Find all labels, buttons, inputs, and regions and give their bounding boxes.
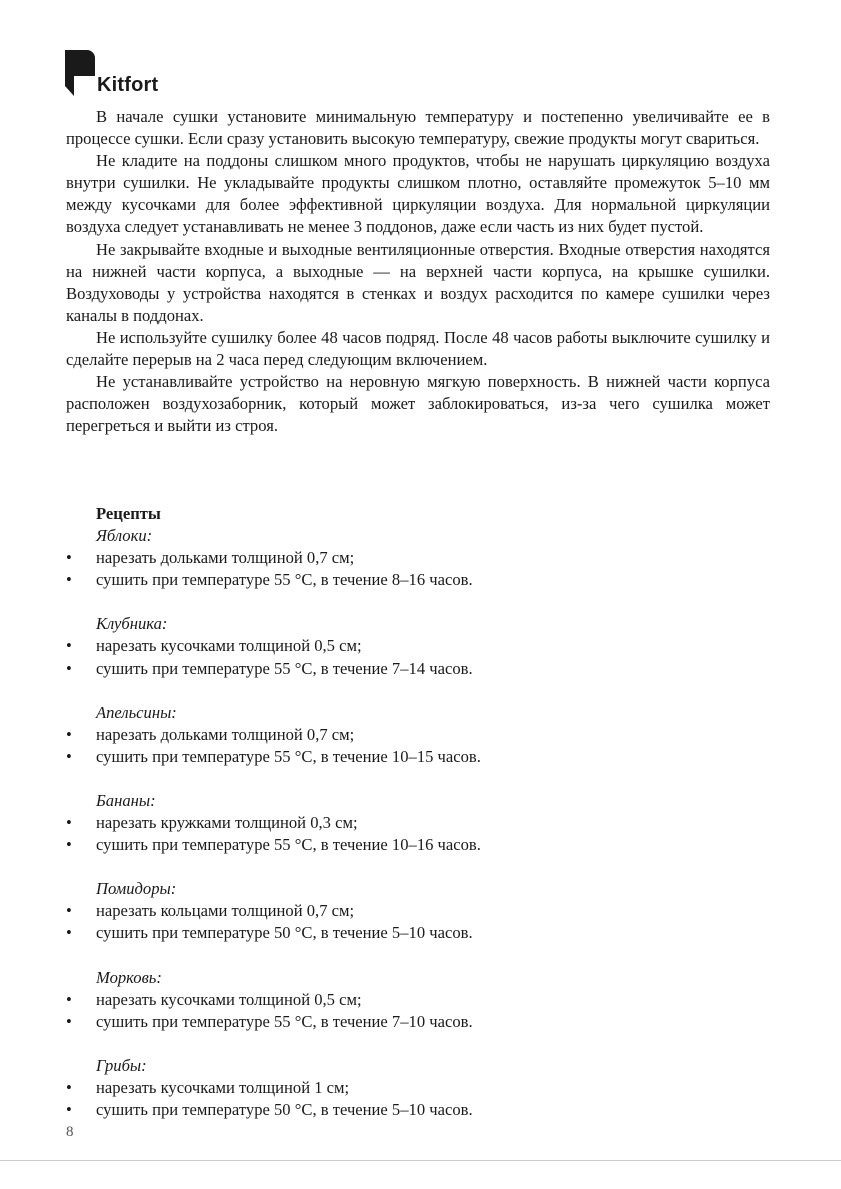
list-item	[66, 900, 770, 922]
page-divider	[0, 1160, 841, 1161]
recipe	[66, 790, 770, 856]
bullet: •	[66, 835, 72, 855]
bullet: •	[66, 746, 72, 766]
bullet: •	[66, 989, 72, 1009]
recipe-steps	[66, 724, 770, 768]
recipe-name: Яблоки:	[96, 526, 153, 546]
recipe-steps	[66, 1077, 770, 1121]
body-text	[66, 106, 770, 437]
recipe-name: Помидоры:	[96, 879, 177, 899]
brand-logo	[65, 46, 158, 96]
recipe-name: Клубника:	[96, 614, 168, 634]
paragraph: Не закрывайте входные и выходные вентиляционные отверстия. Входные отверстия находятся на нижней части корпуса, а выходные — на верхней части корпуса, на крышке сушилки. Воздуховоды у устройства находятся в стенках и воздух расходится по камере сушилки через каналы в поддонах.	[66, 239, 770, 325]
list-item	[66, 922, 770, 944]
step-text: сушить при температуре 55 °C, в течение 8–16 часов.	[96, 570, 473, 590]
list-item	[66, 1077, 770, 1099]
list-item	[66, 569, 770, 591]
step-text: нарезать кусочками толщиной 1 см;	[96, 1077, 350, 1097]
recipes-section	[66, 503, 770, 1143]
recipe-steps	[66, 900, 770, 944]
list-item	[66, 724, 770, 746]
step-text: нарезать дольками толщиной 0,7 см;	[96, 724, 355, 744]
recipe-steps	[66, 635, 770, 679]
paragraph: Не используйте сушилку более 48 часов подряд. После 48 часов работы выключите сушилку и сделайте перерыв на 2 часа перед следующим включением.	[66, 327, 770, 370]
recipe	[66, 613, 770, 679]
recipes-title: Рецепты	[96, 504, 161, 523]
bullet: •	[66, 923, 72, 943]
bullet: •	[66, 636, 72, 656]
bullet: •	[66, 901, 72, 921]
recipe	[66, 1055, 770, 1121]
list-item	[66, 746, 770, 768]
list-item	[66, 1099, 770, 1121]
step-text: сушить при температуре 55 °C, в течение 7–14 часов.	[96, 658, 473, 678]
step-text: сушить при температуре 50 °C, в течение 5–10 часов.	[96, 923, 473, 943]
list-item	[66, 547, 770, 569]
bullet: •	[66, 1077, 72, 1097]
paragraph: Не устанавливайте устройство на неровную мягкую поверхность. В нижней части корпуса расположен воздухозаборник, который может заблокироваться, из-за чего сушилка может перегреться и выйти из строя.	[66, 372, 770, 436]
recipe-steps	[66, 989, 770, 1033]
recipe-steps	[66, 812, 770, 856]
step-text: нарезать кольцами толщиной 0,7 см;	[96, 901, 355, 921]
list-item	[66, 812, 770, 834]
recipe	[66, 525, 770, 591]
brand-name: Kitfort	[97, 74, 159, 96]
bullet: •	[66, 1099, 72, 1119]
step-text: сушить при температуре 55 °C, в течение 10–16 часов.	[96, 835, 481, 855]
bullet: •	[66, 548, 72, 568]
kitfort-logo-icon	[65, 50, 95, 96]
recipe	[66, 967, 770, 1033]
recipe-name: Морковь:	[96, 967, 162, 987]
list-item	[66, 658, 770, 680]
bullet: •	[66, 658, 72, 678]
recipe-name: Бананы:	[96, 790, 156, 810]
paragraph: Не кладите на поддоны слишком много продуктов, чтобы не нарушать циркуляцию воздуха внутри сушилки. Не укладывайте продукты слишком плотно, оставляйте промежуток 5–10 мм между кусочками для более эффективной циркуляции воздуха. Для нормальной циркуляции воздуха следует устанавливать не менее 3 поддонов, даже если часть из них будет пустой.	[66, 151, 770, 237]
step-text: нарезать дольками толщиной 0,7 см;	[96, 548, 355, 568]
recipe-name: Апельсины:	[96, 702, 177, 722]
recipe	[66, 702, 770, 768]
recipe	[66, 878, 770, 944]
list-item	[66, 834, 770, 856]
recipe-steps	[66, 547, 770, 591]
step-text: нарезать кусочками толщиной 0,5 см;	[96, 636, 362, 656]
step-text: нарезать кусочками толщиной 0,5 см;	[96, 989, 362, 1009]
bullet: •	[66, 724, 72, 744]
step-text: сушить при температуре 55 °C, в течение 10–15 часов.	[96, 746, 481, 766]
step-text: сушить при температуре 55 °C, в течение 7–10 часов.	[96, 1011, 473, 1031]
list-item	[66, 635, 770, 657]
list-item	[66, 989, 770, 1011]
list-item	[66, 1011, 770, 1033]
step-text: нарезать кружками толщиной 0,3 см;	[96, 813, 358, 833]
bullet: •	[66, 813, 72, 833]
bullet: •	[66, 570, 72, 590]
page-number: 8	[66, 1124, 74, 1140]
paragraph: В начале сушки установите минимальную температуру и постепенно увеличивайте ее в процессе сушки. Если сразу установить высокую температуру, свежие продукты могут свариться.	[66, 107, 770, 149]
recipe-name: Грибы:	[96, 1055, 147, 1075]
bullet: •	[66, 1011, 72, 1031]
step-text: сушить при температуре 50 °C, в течение 5–10 часов.	[96, 1099, 473, 1119]
